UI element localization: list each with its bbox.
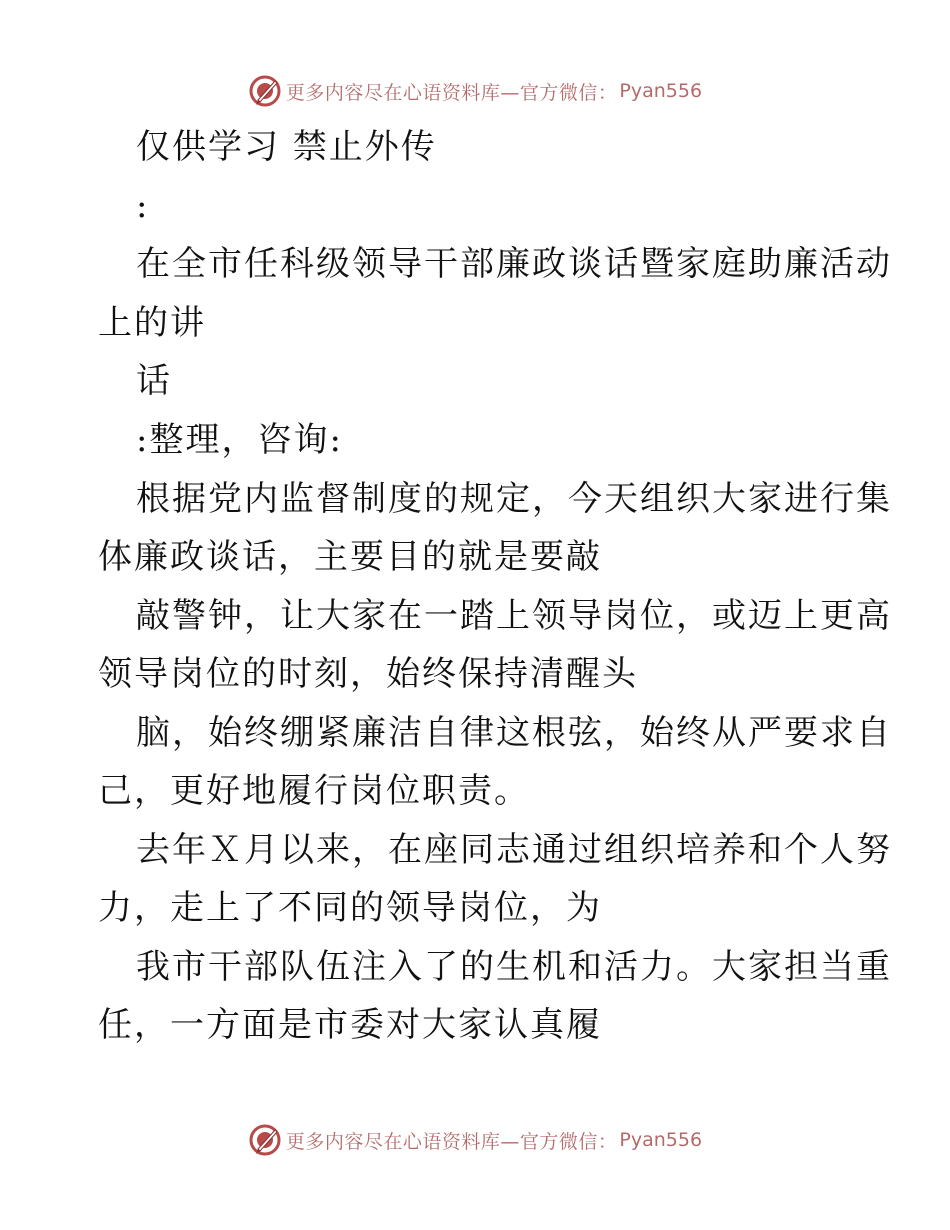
header-watermark [0, 71, 950, 111]
paragraph-line: 根据党内监督制度的规定，今天组织大家进行集 [136, 479, 892, 519]
watermark-wechat-id: Pyan556 [619, 80, 703, 102]
footer-watermark [0, 1120, 950, 1160]
watermark-text: 更多内容尽在心语资料库—官方微信： [285, 81, 618, 104]
pen-circle-logo-icon [248, 1123, 282, 1157]
notice-line: 仅供学习 禁止外传 [136, 127, 437, 167]
text-line: : [136, 186, 150, 226]
paragraph-line: 敲警钟，让大家在一踏上领导岗位，或迈上更高 [136, 596, 892, 636]
title-line: 上的讲 [98, 303, 206, 343]
watermark-wechat-id: Pyan556 [619, 1129, 703, 1151]
text-line: :整理，咨询: [136, 420, 343, 460]
paragraph-line: 去年Ｘ月以来，在座同志通过组织培养和个人努 [136, 830, 892, 870]
paragraph-line: 领导岗位的时刻，始终保持清醒头 [98, 654, 638, 694]
paragraph-line: 体廉政谈话，主要目的就是要敲 [98, 537, 602, 577]
title-line: 在全市任科级领导干部廉政谈话暨家庭助廉活动 [136, 244, 892, 284]
title-line: 话 [136, 361, 172, 401]
paragraph-line: 力，走上了不同的领导岗位，为 [98, 888, 602, 928]
paragraph-line: 脑，始终绷紧廉洁自律这根弦，始终从严要求自 [136, 713, 892, 753]
pen-circle-logo-icon [248, 74, 282, 108]
watermark-text: 更多内容尽在心语资料库—官方微信： [285, 1130, 618, 1153]
paragraph-line: 任，一方面是市委对大家认真履 [98, 1005, 602, 1045]
paragraph-line: 我市干部队伍注入了的生机和活力。大家担当重 [136, 947, 892, 987]
paragraph-line: 己，更好地履行岗位职责。 [98, 771, 530, 811]
